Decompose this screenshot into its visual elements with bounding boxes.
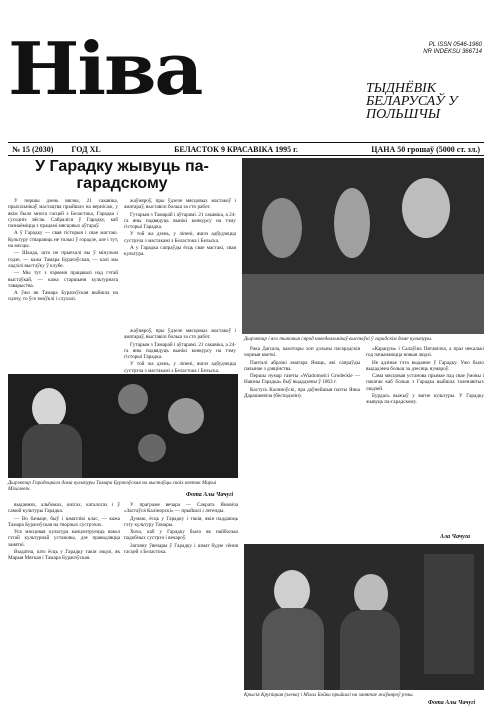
article-column-4 — [124, 502, 238, 708]
article-paragraph: Гутарым з Тамарай і аўтарамі. 21 сакавіка, а 24-га яны падвядуць вынікі конкурсу на тэму гісторыі Гарадка. — [124, 211, 237, 231]
article-paragraph: Сама мясцовая установа прымае пад свае ўмовы і пачатак каб больш з Гарадка выйшла таленавітых людзей. — [366, 373, 484, 392]
masthead — [6, 8, 486, 122]
article-paragraph: Рака Дагшла, камэтары хоп дэльны пагарадскія чорныя кветкі. — [244, 346, 360, 359]
article-paragraph: жаўняроў, пры ўдзеле мясцовых мастакоў і аматараў, выставілі больш за сто работ. — [124, 198, 236, 211]
article-paragraph: — Мы тут з чэрвеня працавалі над гэтай выстаўкай, — кажа старшыня культурнага таварыства. — [8, 270, 118, 289]
issue-info-bar — [8, 142, 484, 156]
issue-date: БЕЛАСТОК 9 КРАСАВІКА 1995 г. — [174, 144, 298, 154]
article-paragraph: Гутарым з Тамарай і аўтарамі. 21 сакавіка, а 24-га яны падвядуць вынікі конкурсу на тэму гісторыі Гарадка. — [124, 341, 237, 361]
article-column-2 — [124, 198, 236, 326]
photo-two-people — [244, 544, 484, 690]
article-paragraph: Уся мясцовая культура канцэнтруецца вакол гэтай культурнай установы, дзе праводзяцца заняткі. — [8, 529, 120, 548]
photo-exhibition-visitors — [242, 158, 484, 334]
article-paragraph: — Шкада, што не прыехалі вы ў мінулым годзе, — кажа Тамара Бурачэўская, — калі мы ладзілі выстаўку ў клубе. — [8, 250, 118, 269]
article-paragraph: А ў Гарадку — свая гісторыя і свае мастакі. Культуру ствараюць не толькі ў горадзе, але і тут, на месцы. — [8, 230, 118, 250]
article-paragraph: Панталі абразкі аматара Янаць, які сапраўды пачынае з дзяцінства. — [244, 359, 360, 372]
article-paragraph: У праграме вечара — Сакрата Яновіча «Застаўся Калінорскі» — прыйшлі і легенды. — [124, 502, 238, 515]
issn-info — [423, 42, 482, 56]
article-column-5 — [244, 346, 360, 542]
article-paragraph: «Карацум» і Салаўіна Пятавічча, а праз некалькі год пачынаюцца новыя людзі. — [366, 346, 484, 359]
article-paragraph: У той жа дзень, у ліпені, яшчэ адбудзецца сустрэча з мастакамі з Беластока і Бельска. — [124, 361, 236, 374]
article-paragraph: Кастусь Калиноўскі, пра даўнейшыя паэты Янка Дарашкевіча (беспадзеін). — [244, 386, 360, 400]
article-headline: У Гарадку жывуць па-гарадскому — [35, 158, 209, 192]
article-paragraph: выданнях, альбомах, кнігах, каталогах і ў самой культуры Гарадка. — [8, 502, 120, 515]
photo-credit-left: Фота Алы Чачугі — [186, 492, 234, 498]
article-column-1 — [8, 198, 118, 370]
article-paragraph: Выдатна, што ёсць у Гарадку такія людзі, як Марыя Мягкая і Тамара Бурачэўская. — [8, 549, 120, 562]
article-paragraph: Бурдась выжыў у вагне культуры. У Гарадку жывуць па-гарадскому. — [366, 393, 484, 406]
article-paragraph: Хоча, каб у Гарадку было як найбольш падобных сустрэч і вечароў. — [124, 529, 238, 542]
article-paragraph: А ўжо як Тамара Бурачэўская выйшла на сцэну, то ўсе змоўклі і слухалі. — [8, 290, 118, 303]
issue-price: ЦАНА 50 грошаў (5000 ст. зл.) — [371, 144, 481, 154]
issue-number: № 15 (2030) — [12, 144, 54, 154]
photo-director-flowers — [8, 374, 238, 478]
article-paragraph: Думаю, ёсць у Гарадку і такія, якія паддаюць гэту культуру Тамары. — [124, 515, 238, 528]
issn-line: PL ISSN 0546-1960 — [428, 42, 482, 48]
caption-left: Дырэктар Гарадоцкага дома культуры Тамара Бурачэўская на выстаўцы сваіх кветак Марыі Міхалевіч. — [8, 480, 217, 492]
article-paragraph: Першы нумар газеты «Wiadomości Grodeckie — Навіны Гарадка» быў выдадзены ў 1863 г. — [244, 373, 360, 386]
byline-author: Ала Чачуга — [440, 534, 471, 540]
newspaper-title: Ніва — [8, 26, 202, 111]
article-paragraph: У першы дзень вясны, 21 сакавіка, прыхільнікаў мастацтва прыйшло на вернісаж, у якім было многа гасцей з Беластока, Гарадка і суседніх вёсак. Сабраліся ў Гарадку, каб пазнаёміцца з працамі мясцовых аўтараў. — [8, 198, 118, 230]
index-line: NR INDEKSU 366714 — [423, 49, 482, 55]
caption-top-right: Дырэктар і яго тыповыя сярод наведвальнікаў выстаўкі ў гарадскім доме культуры. — [244, 336, 433, 342]
article-paragraph: — Во бачыце, быў і шматлікі клас, — кажа Тамара Бурачэўская на творчых сустрэчах. — [8, 515, 120, 528]
article-paragraph: А у Гарадка сапраўды ёсць свае мастакі, свая культура. — [124, 245, 236, 258]
article-paragraph: У той жа дзень, у ліпені, яшчэ адбудзецца сустрэча з мастакамі з Беластока і Бельска. — [124, 231, 236, 244]
article-column-6 — [366, 346, 484, 530]
photo-credit-bottom: Фота Алы Чачугі — [428, 700, 476, 706]
article-column-2b — [124, 328, 236, 372]
tagline: ТЫДНЁВІК БЕЛАРУСАЎ У ПОЛЬШЧЫ — [366, 81, 458, 122]
article-paragraph: Не адзінае гэта выданне ў Гарадку. Ужо было выдадзена больш за дзесяць нумароў. — [366, 359, 484, 372]
issue-year: ГОД XL — [71, 144, 101, 154]
article-column-3 — [8, 502, 120, 708]
article-paragraph: жаўняроў, пры ўдзеле мясцовых мастакоў і аматараў, выставілі больш за сто работ. — [124, 328, 236, 341]
caption-bottom: Крысія Крупіцкая (злева) і Міхал Бойка прыйшлі на занятае жаўняроў рэчы. — [244, 692, 414, 698]
article-paragraph: Загляну ўвечары ў Гарадку і шмат будзе сёння гасцей з Беластока. — [124, 542, 238, 556]
